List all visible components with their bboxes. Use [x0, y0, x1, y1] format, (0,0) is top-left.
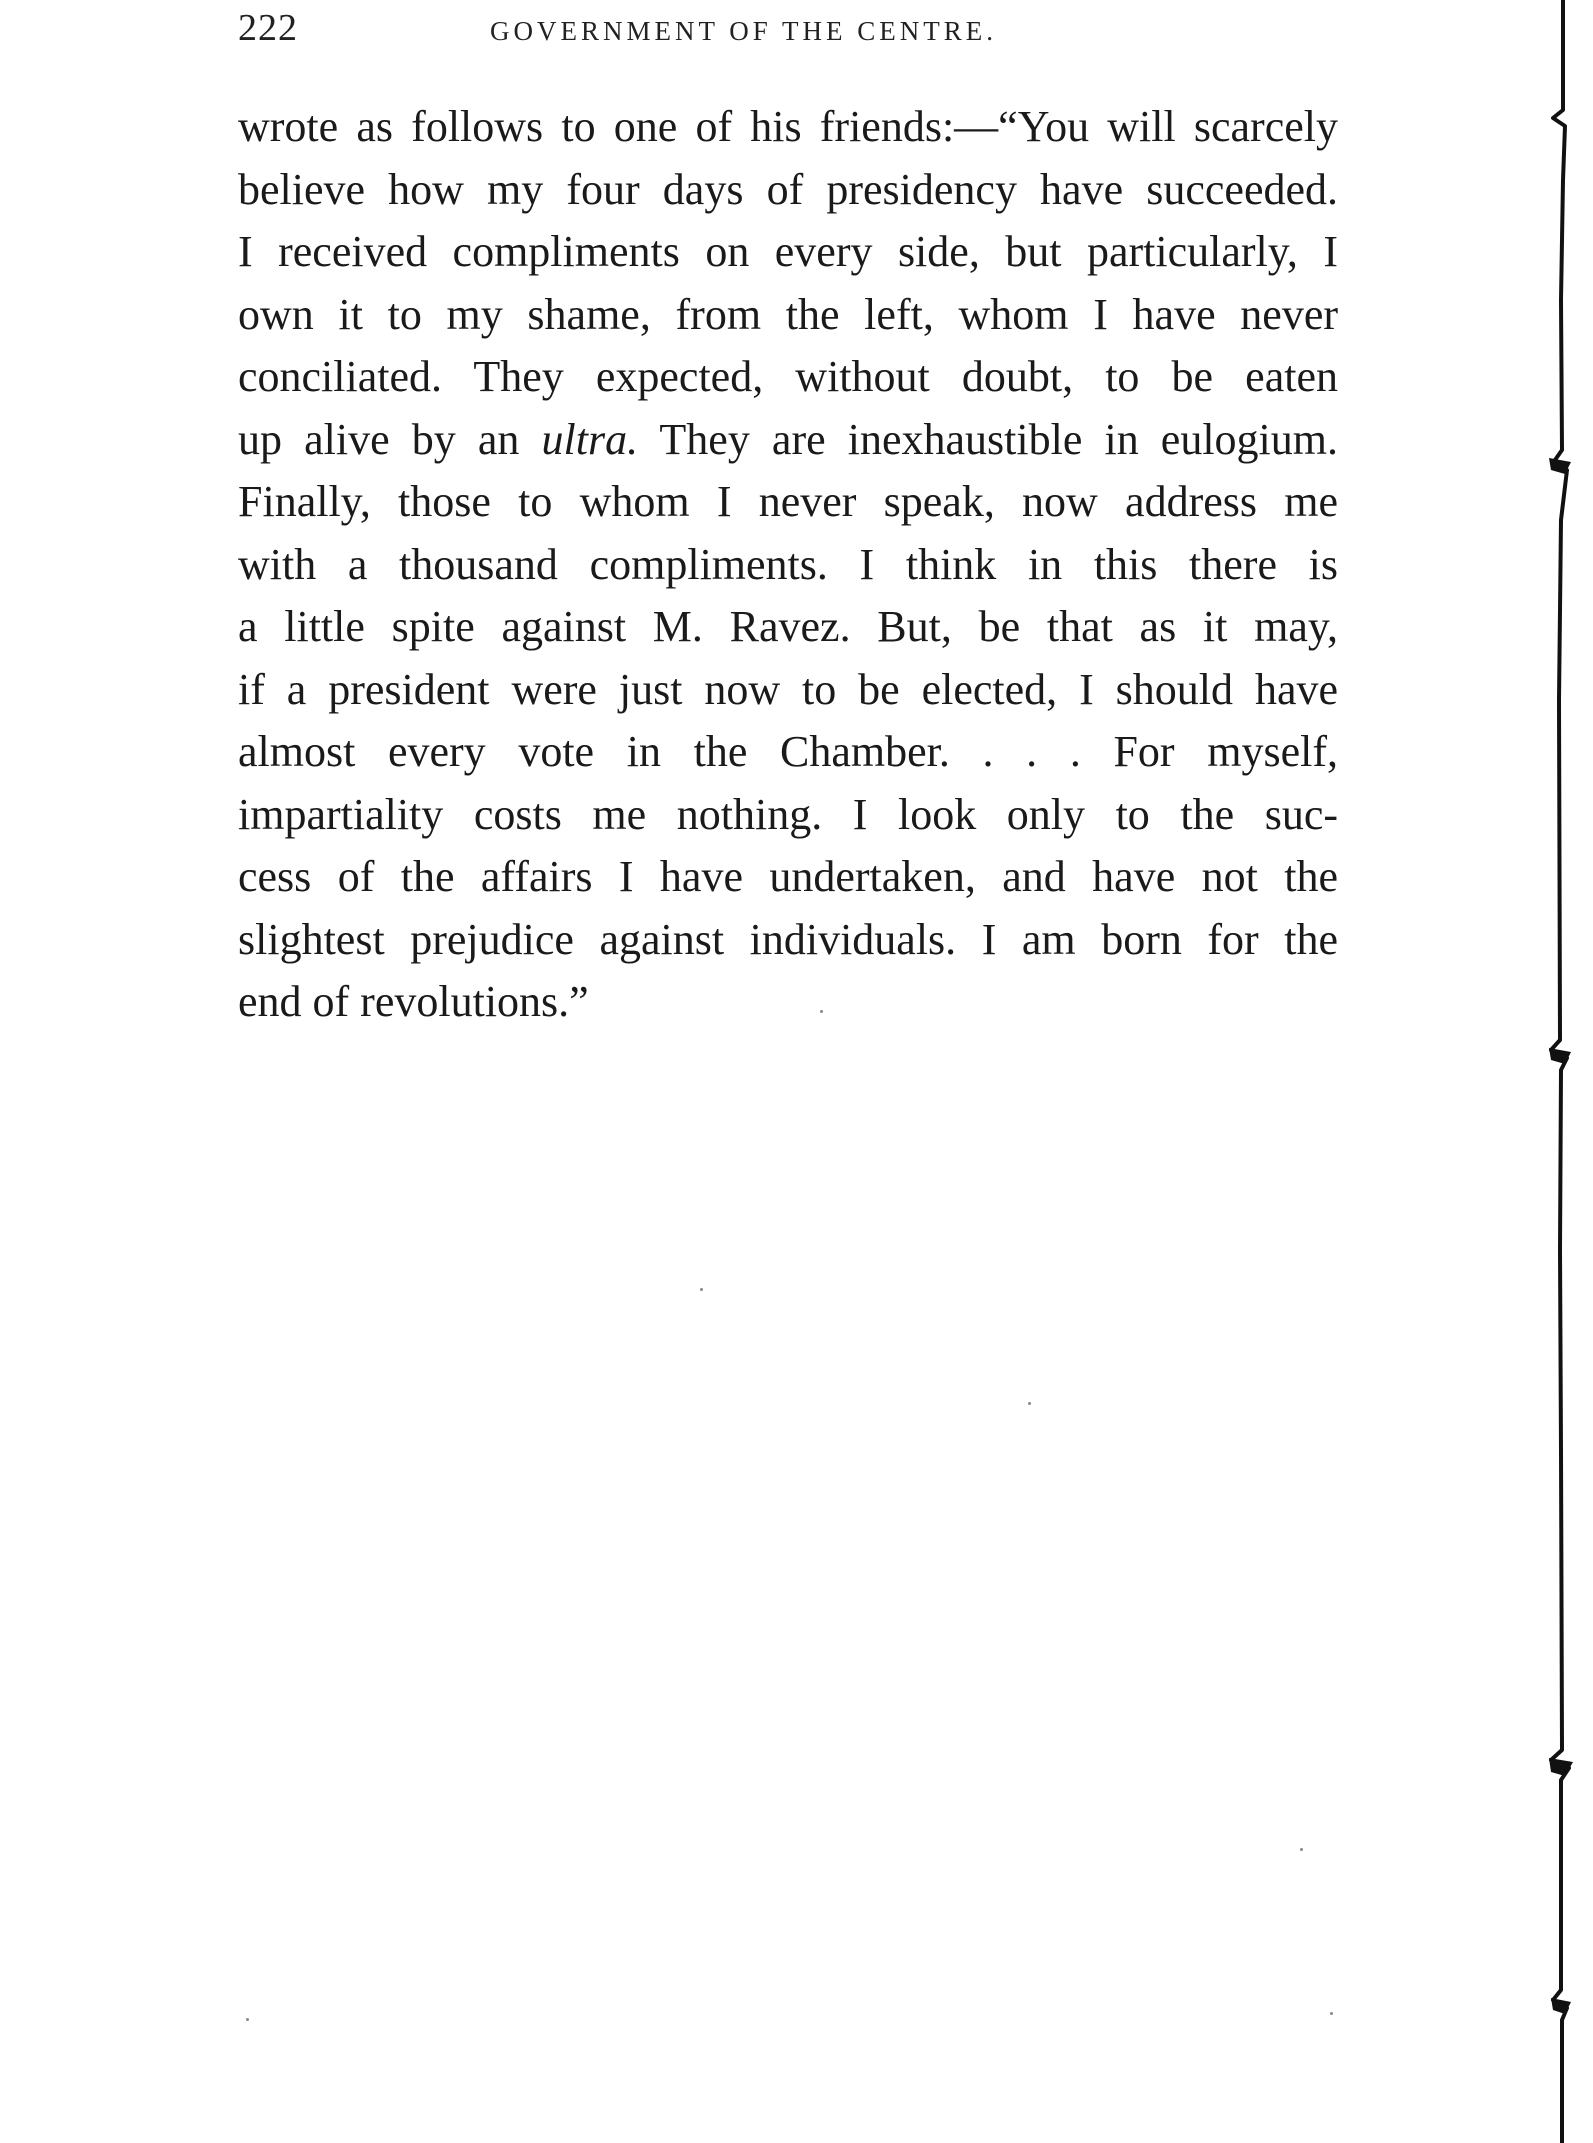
binding-knot-icon — [1549, 1048, 1571, 1064]
text-line — [238, 409, 1338, 472]
text-line: Finally, those to whom I never speak, now address me — [238, 477, 1338, 526]
text-line: impartiality costs me nothing. I look only to the suc- — [238, 789, 1338, 839]
binding-knot-icon — [1551, 1998, 1571, 2014]
page-number: 222 — [238, 7, 298, 49]
binding-knot-icon — [1549, 1758, 1573, 1776]
text-line: believe how my four days of presidency have succeeded. — [238, 164, 1338, 214]
paper-speck — [1330, 2012, 1333, 2015]
text-line: slightest prejudice against individuals. I am born for the — [238, 914, 1338, 964]
paper-speck — [1028, 1402, 1031, 1405]
paper-speck — [246, 2018, 249, 2021]
running-head — [238, 6, 1338, 56]
text-line: with a thousand compliments. I think in this there is — [238, 539, 1338, 589]
running-title: GOVERNMENT OF THE CENTRE. — [490, 16, 998, 46]
text-line: cess of the affairs I have undertaken, and have not the — [238, 852, 1338, 901]
text-line: a little spite against M. Ravez. But, be that as it may, — [238, 602, 1338, 651]
text-line: if a president were just now to be elected, I should have — [238, 664, 1338, 714]
binding-line-icon — [1551, 0, 1569, 2143]
text-line: I received compliments on every side, but particularly, I — [238, 227, 1338, 276]
binding-edge — [1525, 0, 1585, 2143]
text-line: almost every vote in the Chamber. . . . For myself, — [238, 727, 1338, 776]
text-line: conciliated. They expected, without doubt, to be eaten — [238, 352, 1338, 401]
paper-speck — [1300, 1848, 1303, 1851]
paper-speck — [700, 1288, 703, 1291]
paper-speck — [820, 1010, 823, 1013]
text-line: end of revolutions.” — [238, 977, 589, 1026]
italic-word: ultra. — [541, 414, 639, 464]
text-line: wrote as follows to one of his friends:—“You will scarcely — [238, 102, 1338, 151]
text-line: own it to my shame, from the left, whom I have never — [238, 289, 1338, 339]
text-fragment: They are inexhaustible in eulogium. — [659, 414, 1339, 464]
text-fragment: up alive by an — [238, 414, 520, 464]
body-text — [238, 96, 1338, 1034]
